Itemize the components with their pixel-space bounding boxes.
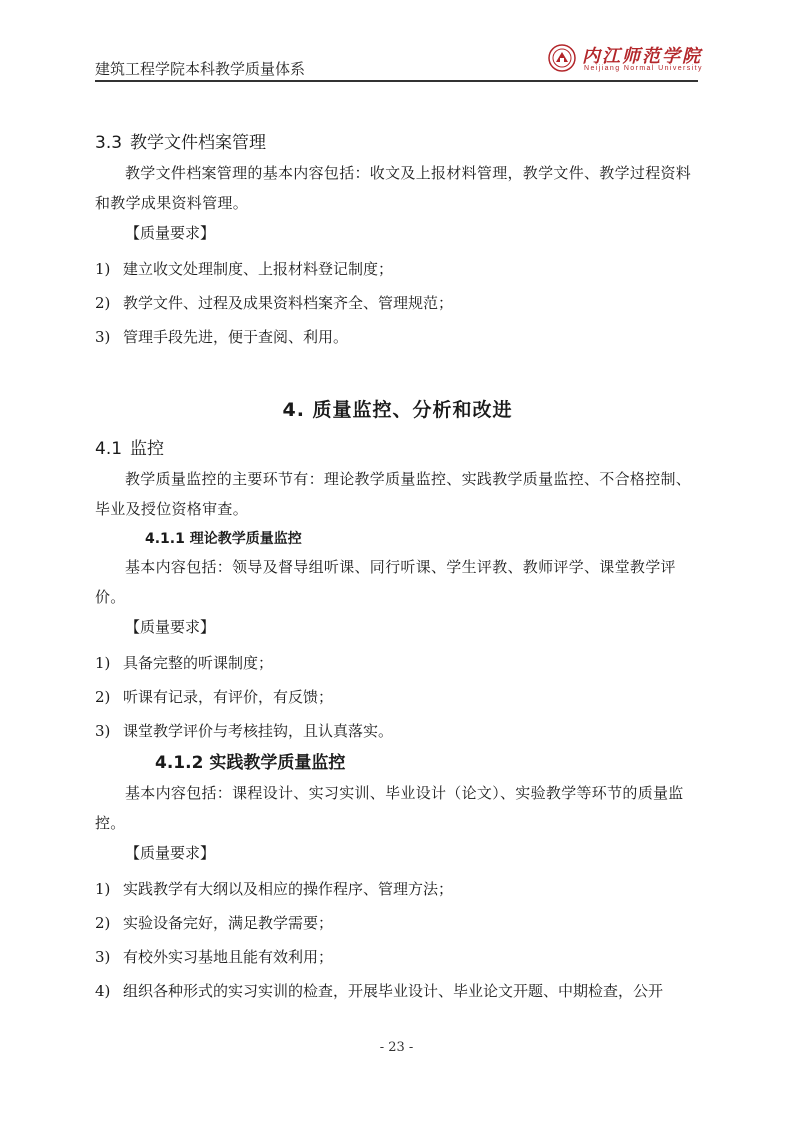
- quality-requirements-label: 【质量要求】: [125, 618, 216, 636]
- list-item: 2) 实验设备完好，满足教学需要；: [95, 914, 334, 932]
- list-item: 2) 教学文件、过程及成果资料档案齐全、管理规范；: [95, 294, 454, 312]
- list-item: 3) 课堂教学评价与考核挂钩，且认真落实。: [95, 722, 394, 740]
- paragraph: 基本内容包括：领导及督导组听课、同行听课、学生评教、教师评学、课堂教学评价。: [95, 558, 676, 606]
- heading-4-1: [95, 434, 700, 464]
- list-item: 3) 管理手段先进，便于查阅、利用。: [95, 328, 349, 346]
- quality-requirements-label: 【质量要求】: [125, 844, 216, 862]
- logo-subtitle: Neijiang Normal University: [584, 65, 703, 72]
- quality-requirements-label: 【质量要求】: [125, 224, 216, 242]
- page-content: [95, 128, 700, 1008]
- heading-3-3: [95, 128, 700, 158]
- seal-icon: [548, 44, 576, 72]
- logo-name: 内江师范学院: [582, 46, 702, 67]
- list-item: 4) 组织各种形式的实习实训的检查，开展毕业设计、毕业论文开题、中期检查，公开: [95, 982, 664, 1000]
- header-rule: [95, 80, 698, 82]
- list-item: 1) 具备完整的听课制度；: [95, 654, 274, 672]
- page-header: [95, 42, 703, 82]
- heading-text: 教学文件档案管理: [130, 133, 267, 153]
- paragraph: 基本内容包括：课程设计、实习实训、毕业设计（论文）、实验教学等环节的质量监控。: [95, 784, 684, 832]
- heading-number: 3.3: [95, 133, 123, 153]
- heading-4-1-2: 4.1.2 实践教学质量监控: [155, 753, 346, 773]
- university-logo: [548, 44, 703, 76]
- heading-number: 4.1: [95, 439, 123, 459]
- paragraph: 教学质量监控的主要环节有：理论教学质量监控、实践教学质量监控、不合格控制、毕业及授位资格审查。: [95, 470, 692, 518]
- list-item: 2) 听课有记录，有评价，有反馈；: [95, 688, 334, 706]
- heading-text: 监控: [130, 439, 165, 459]
- list-item: 1) 建立收文处理制度、上报材料登记制度；: [95, 260, 394, 278]
- list-item: 1) 实践教学有大纲以及相应的操作程序、管理方法；: [95, 880, 454, 898]
- paragraph: 教学文件档案管理的基本内容包括：收文及上报材料管理，教学文件、教学过程资料和教学成果资料管理。: [95, 164, 692, 212]
- chapter-heading-4: 4. 质量监控、分析和改进: [282, 399, 513, 421]
- header-title: 建筑工程学院本科教学质量体系: [95, 60, 306, 78]
- list-item: 3) 有校外实习基地且能有效利用；: [95, 948, 334, 966]
- heading-4-1-1: 4.1.1 理论教学质量监控: [145, 531, 302, 547]
- page-number: - 23 -: [379, 1040, 414, 1055]
